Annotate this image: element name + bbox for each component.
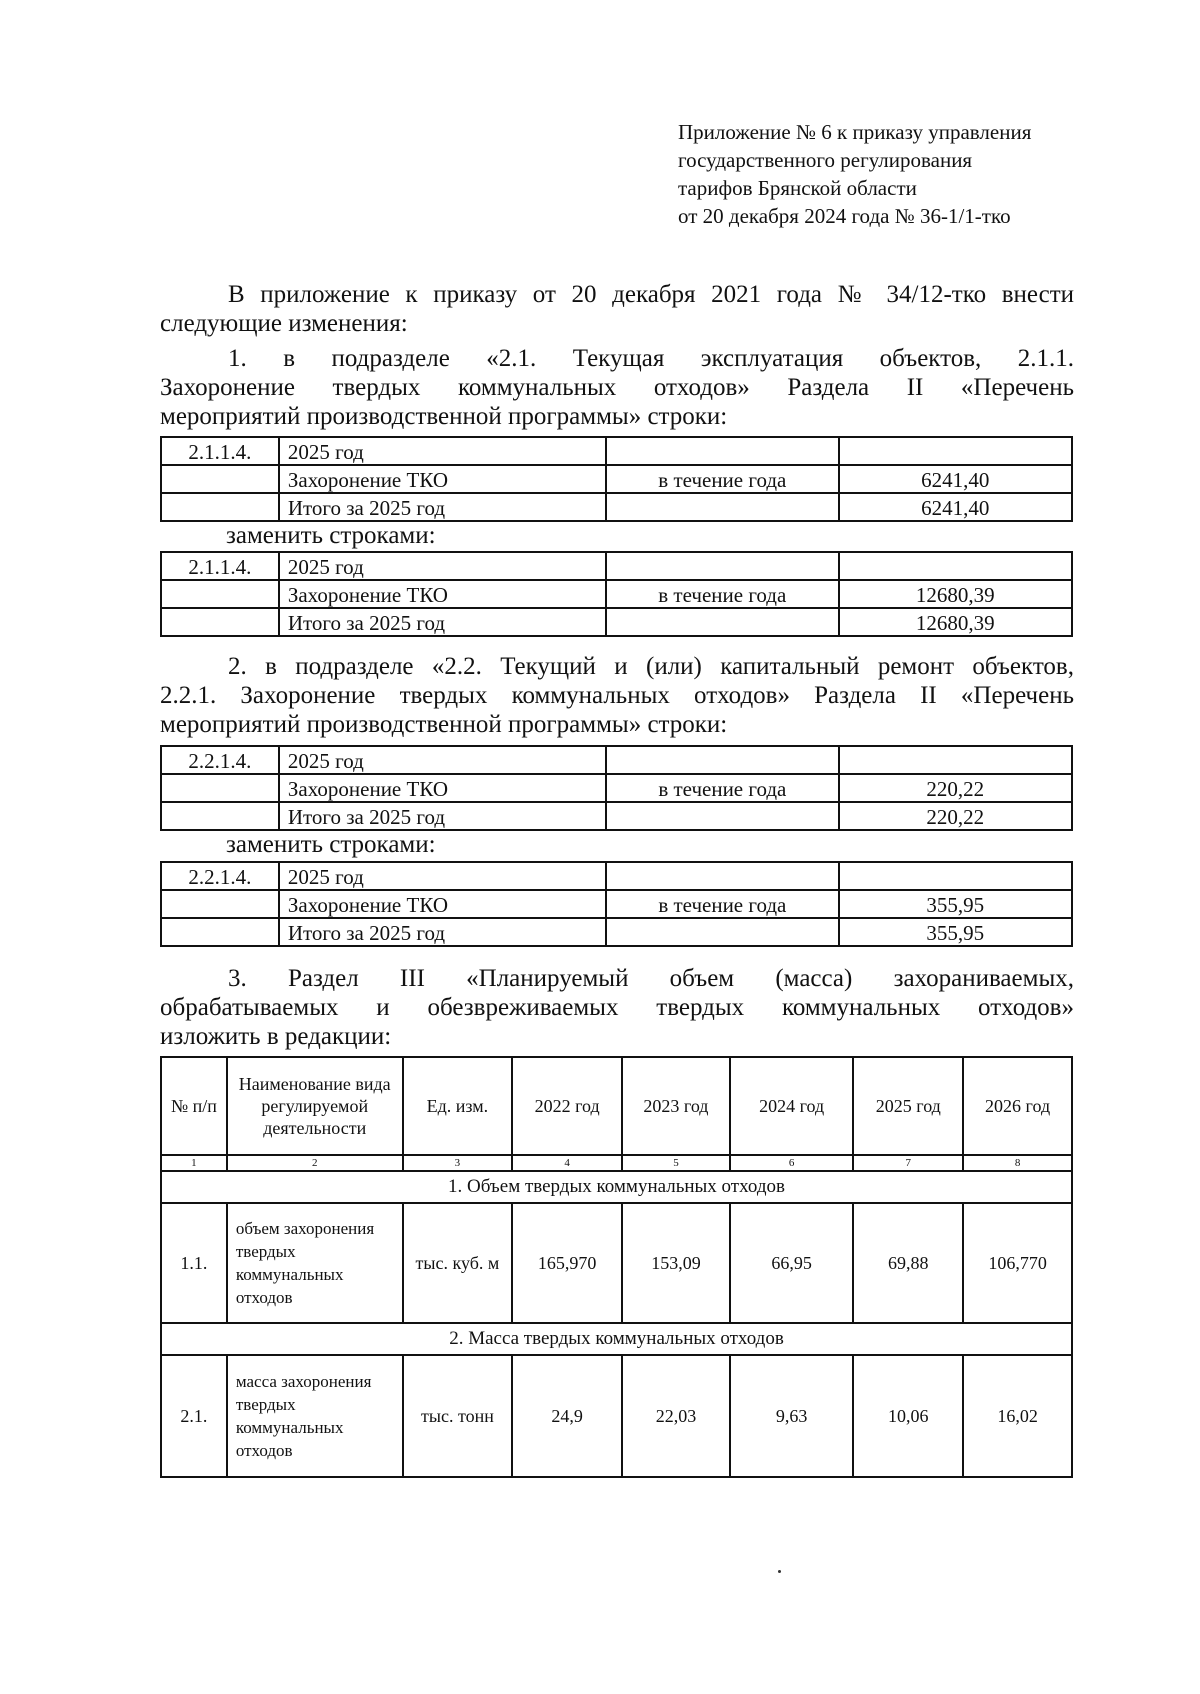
table-row <box>161 918 1072 946</box>
cell-period <box>606 608 838 636</box>
item1-line: Захоронение твердых коммунальных отходов» Раздела II «Перечень <box>160 374 1074 401</box>
header-line: тарифов Брянской области <box>678 176 917 200</box>
column-number-row <box>161 1155 1072 1171</box>
cell-name: объем захоронения твердых коммунальных отходов <box>227 1203 403 1323</box>
cell-period <box>606 493 838 521</box>
cell-period: в течение года <box>606 774 838 802</box>
cell-value: 12680,39 <box>839 608 1073 636</box>
planned-volume-table <box>160 1056 1073 1478</box>
header-cell: № п/п <box>161 1057 227 1155</box>
header-cell: 2025 год <box>853 1057 963 1155</box>
header-line: от 20 декабря 2024 года № 36-1/1-тко <box>678 204 1011 228</box>
intro-paragraph <box>160 280 1074 338</box>
column-number: 1 <box>161 1155 227 1171</box>
cell-code: 2.2.1.4. <box>161 746 279 774</box>
cell-code <box>161 890 279 918</box>
cell-period <box>606 802 838 830</box>
header-cell: 2022 год <box>512 1057 622 1155</box>
item2-new-rows-table <box>160 861 1073 947</box>
intro-line: В приложение к приказу от 20 декабря 2021 года № 34/12-тко внести <box>228 281 1074 308</box>
cell-value: 69,88 <box>853 1203 963 1323</box>
column-number: 8 <box>963 1155 1072 1171</box>
column-number: 4 <box>512 1155 622 1171</box>
header-cell: 2024 год <box>730 1057 854 1155</box>
cell-name: Захоронение ТКО <box>279 890 606 918</box>
header-cell: 2026 год <box>963 1057 1072 1155</box>
section-row <box>161 1171 1072 1203</box>
section-title: 1. Объем твердых коммунальных отходов <box>161 1171 1072 1203</box>
cell-period <box>606 918 838 946</box>
item2-line: 2. в подразделе «2.2. Текущий и (или) капитальный ремонт объектов, <box>228 653 1074 680</box>
cell-name: Итого за 2025 год <box>279 918 606 946</box>
cell-name: Итого за 2025 год <box>279 608 606 636</box>
cell-code <box>161 774 279 802</box>
cell-name: Захоронение ТКО <box>279 580 606 608</box>
cell-value <box>839 862 1072 890</box>
cell-unit: тыс. тонн <box>403 1355 513 1477</box>
header-cell: Наименование вида регулируемой деятельности <box>227 1057 403 1155</box>
table-row <box>161 580 1072 608</box>
cell-name: Захоронение ТКО <box>279 465 606 493</box>
cell-name: 2025 год <box>279 552 606 580</box>
item2-old-rows-table <box>160 745 1073 831</box>
item1-line: 1. в подразделе «2.1. Текущая эксплуатация объектов, 2.1.1. <box>228 345 1074 372</box>
cell-name: 2025 год <box>279 746 606 774</box>
intro-line: следующие изменения: <box>160 310 408 337</box>
item2-paragraph <box>160 652 1074 739</box>
table-row <box>161 1203 1072 1323</box>
cell-period <box>606 746 838 774</box>
cell-period <box>606 862 838 890</box>
cell-value: 12680,39 <box>839 580 1073 608</box>
table-row <box>161 890 1072 918</box>
section-title: 2. Масса твердых коммунальных отходов <box>161 1323 1072 1355</box>
cell-code <box>161 493 279 521</box>
cell-code: 2.1.1.4. <box>161 437 279 465</box>
scan-speck <box>778 1570 781 1573</box>
header-cell: Ед. изм. <box>403 1057 513 1155</box>
cell-name: масса захоронения твердых коммунальных отходов <box>227 1355 403 1477</box>
item2-line: мероприятий производственной программы» строки: <box>160 711 728 738</box>
cell-number: 1.1. <box>161 1203 227 1323</box>
table-row <box>161 465 1072 493</box>
section-row <box>161 1323 1072 1355</box>
table-row <box>161 437 1072 465</box>
cell-code: 2.2.1.4. <box>161 862 279 890</box>
item3-paragraph <box>160 964 1074 1051</box>
cell-name: 2025 год <box>279 862 606 890</box>
column-number: 3 <box>403 1155 513 1171</box>
cell-value: 153,09 <box>622 1203 730 1323</box>
cell-period <box>606 437 838 465</box>
table-row <box>161 802 1072 830</box>
column-number: 6 <box>730 1155 854 1171</box>
cell-code <box>161 465 279 493</box>
item3-line: 3. Раздел III «Планируемый объем (масса) захораниваемых, <box>228 965 1074 992</box>
cell-value: 6241,40 <box>839 493 1072 521</box>
table-row <box>161 774 1072 802</box>
cell-name: 2025 год <box>279 437 606 465</box>
cell-value: 106,770 <box>963 1203 1072 1323</box>
cell-value: 16,02 <box>963 1355 1072 1477</box>
table-row <box>161 552 1072 580</box>
cell-value: 355,95 <box>839 890 1072 918</box>
item1-line: мероприятий производственной программы» строки: <box>160 403 728 430</box>
item1-new-rows-table <box>160 551 1073 637</box>
cell-value <box>839 437 1072 465</box>
cell-value: 22,03 <box>622 1355 730 1477</box>
cell-value: 220,22 <box>839 802 1072 830</box>
cell-name: Итого за 2025 год <box>279 493 606 521</box>
header-line: Приложение № 6 к приказу управления <box>678 120 1032 144</box>
item1-paragraph <box>160 344 1074 431</box>
cell-period: в течение года <box>606 580 838 608</box>
cell-unit: тыс. куб. м <box>403 1203 513 1323</box>
header-cell: 2023 год <box>622 1057 730 1155</box>
table-row <box>161 1355 1072 1477</box>
cell-value: 220,22 <box>839 774 1072 802</box>
cell-name: Итого за 2025 год <box>279 802 606 830</box>
column-number: 2 <box>227 1155 403 1171</box>
cell-code <box>161 918 279 946</box>
replace-label: заменить строками: <box>226 522 436 549</box>
item3-line: обрабатываемых и обезвреживаемых твердых коммунальных отходов» <box>160 994 1074 1021</box>
cell-name: Захоронение ТКО <box>279 774 606 802</box>
cell-code <box>161 608 279 636</box>
cell-code <box>161 802 279 830</box>
cell-value: 165,970 <box>512 1203 622 1323</box>
cell-value <box>839 746 1072 774</box>
cell-code <box>161 580 279 608</box>
cell-period <box>606 552 838 580</box>
cell-value: 6241,40 <box>839 465 1072 493</box>
cell-value: 24,9 <box>512 1355 622 1477</box>
item1-old-rows-table <box>160 436 1073 522</box>
cell-value: 10,06 <box>853 1355 963 1477</box>
cell-value <box>839 552 1073 580</box>
table-row <box>161 746 1072 774</box>
table-row <box>161 608 1072 636</box>
cell-period: в течение года <box>606 465 838 493</box>
table-header-row <box>161 1057 1072 1155</box>
item2-line: 2.2.1. Захоронение твердых коммунальных отходов» Раздела II «Перечень <box>160 682 1074 709</box>
cell-period: в течение года <box>606 890 838 918</box>
item3-line: изложить в редакции: <box>160 1023 392 1050</box>
header-line: государственного регулирования <box>678 148 973 172</box>
column-number: 7 <box>853 1155 963 1171</box>
cell-code: 2.1.1.4. <box>161 552 279 580</box>
column-number: 5 <box>622 1155 730 1171</box>
appendix-header <box>678 118 1098 230</box>
cell-value: 66,95 <box>730 1203 854 1323</box>
cell-number: 2.1. <box>161 1355 227 1477</box>
table-row <box>161 493 1072 521</box>
cell-value: 355,95 <box>839 918 1072 946</box>
replace-label: заменить строками: <box>226 831 436 858</box>
table-row <box>161 862 1072 890</box>
cell-value: 9,63 <box>730 1355 854 1477</box>
